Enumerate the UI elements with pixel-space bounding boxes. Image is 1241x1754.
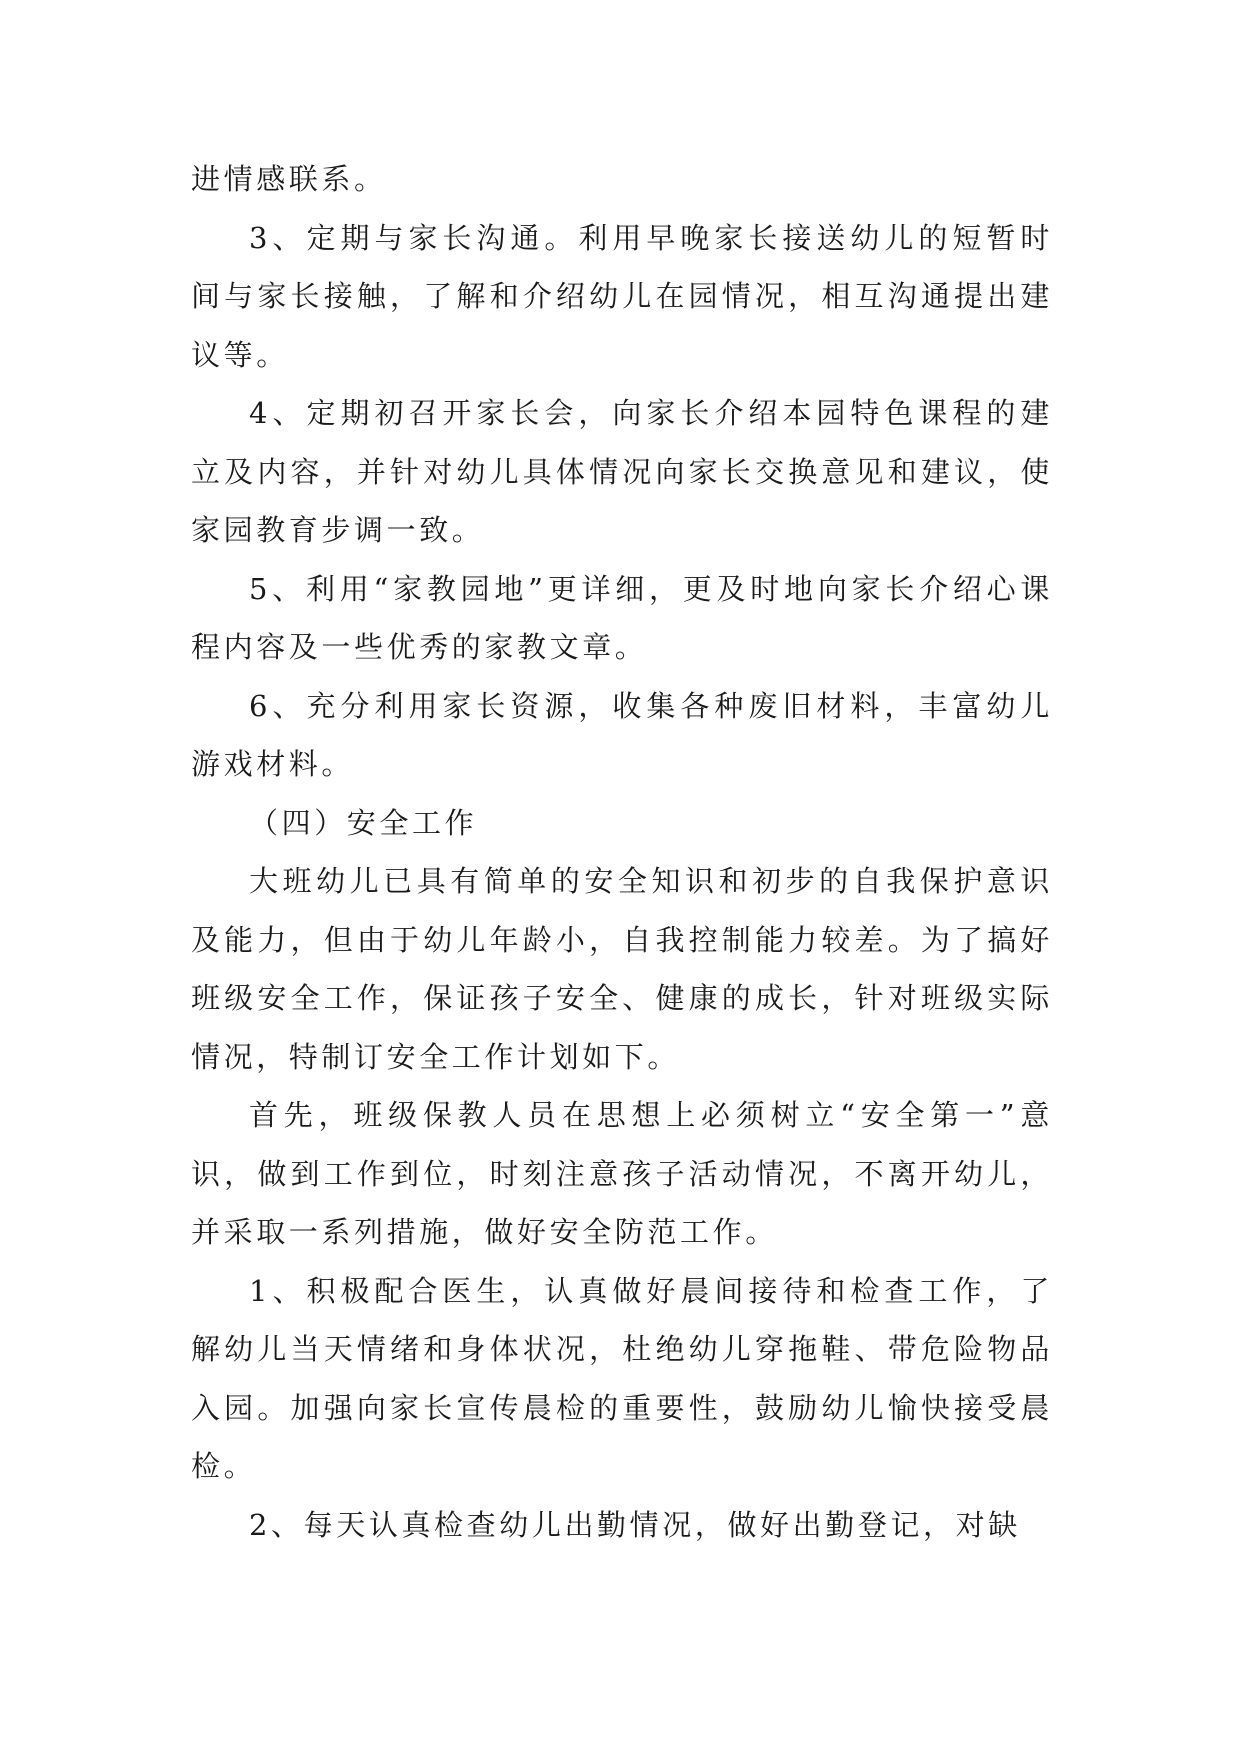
- document-body: [191, 150, 1053, 1554]
- section-heading-safety: （四）安全工作: [249, 805, 478, 840]
- paragraph-safety-item-2: 2、每天认真检查幼儿出勤情况，做好出勤登记，对缺: [249, 1507, 1021, 1542]
- paragraph-item-4: 4、定期初召开家长会，向家长介绍本园特色课程的建立及内容，并针对幼儿具体情况向家长交换意见和建议，使家园教育步调一致。: [191, 396, 1053, 547]
- paragraph-item-6: 6、充分利用家长资源，收集各种废旧材料，丰富幼儿游戏材料。: [191, 688, 1053, 781]
- paragraph-continuation: 进情感联系。: [191, 162, 387, 196]
- paragraph-item-3: 3、定期与家长沟通。利用早晚家长接送幼儿的短暂时间与家长接触，了解和介绍幼儿在园情况，相互沟通提出建议等。: [191, 220, 1053, 372]
- paragraph-safety-first: 首先，班级保教人员在思想上必须树立“安全第一”意识，做到工作到位，时刻注意孩子活动情况，不离开幼儿，并采取一系列措施，做好安全防范工作。: [191, 1098, 1053, 1249]
- paragraph-item-5: 5、利用“家教园地”更详细，更及时地向家长介绍心课程内容及一些优秀的家教文章。: [191, 571, 1053, 664]
- paragraph-safety-intro: 大班幼儿已具有简单的安全知识和初步的自我保护意识及能力，但由于幼儿年龄小，自我控制能力较差。为了搞好班级安全工作，保证孩子安全、健康的成长，针对班级实际情况，特制订安全工作计划如下。: [191, 864, 1053, 1074]
- paragraph-safety-item-1: 1、积极配合医生，认真做好晨间接待和检查工作，了解幼儿当天情绪和身体状况，杜绝幼儿穿拖鞋、带危险物品入园。加强向家长宣传晨检的重要性，鼓励幼儿愉快接受晨检。: [191, 1273, 1053, 1483]
